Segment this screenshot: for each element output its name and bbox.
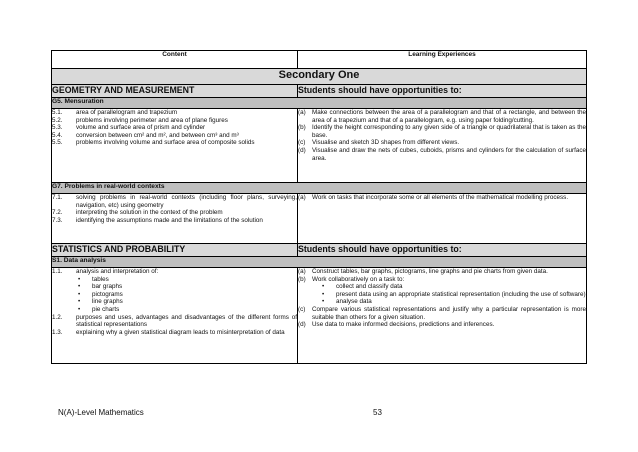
item-number: 1.1.	[52, 268, 63, 275]
item-letter: (d)	[298, 321, 306, 329]
g5-experiences-cell	[298, 109, 587, 183]
item-letter: (c)	[298, 305, 306, 313]
s1-body-row	[52, 268, 587, 364]
learning-experiences-header: Learning Experiences	[298, 51, 587, 69]
content-item	[52, 217, 297, 225]
item-text: Make connections between the area of a parallelogram and that of a rectangle, and between the area of a trapezium and that of a parallelogram, e.g. using paper folding/cutting.	[312, 109, 586, 124]
opportunities-heading: Students should have opportunities to:	[298, 244, 587, 257]
bullet-text: pictograms	[92, 290, 123, 298]
item-number: 5.4.	[52, 131, 63, 139]
bullet-icon: •	[78, 290, 81, 298]
s1-experiences-cell	[298, 268, 587, 364]
experience-item	[298, 124, 586, 139]
item-text: solving problems in real-world contexts (including floor plans, surveying, navigation, etc) using geometry	[76, 194, 297, 209]
item-text: conversion between cm² and m², and between cm³ and m³	[76, 131, 239, 139]
g7-experiences-cell	[298, 194, 587, 244]
topic-row-g5	[52, 98, 587, 109]
s1-content-cell	[52, 268, 298, 364]
item-number: 5.5.	[52, 139, 63, 147]
item-text: problems involving perimeter and area of plane figures	[76, 116, 228, 124]
level-title: Secondary One	[52, 69, 587, 85]
experience-item	[298, 139, 586, 147]
content-header: Content	[52, 51, 298, 69]
item-letter: (a)	[298, 109, 306, 116]
level-row	[52, 69, 587, 85]
content-item	[52, 314, 297, 329]
syllabus-table	[51, 50, 587, 364]
table-header-row	[52, 51, 587, 69]
bullet-item	[298, 283, 586, 291]
content-item	[52, 209, 297, 217]
bullet-icon: •	[78, 298, 81, 306]
item-number: 7.2.	[52, 209, 63, 217]
item-text: purposes and uses, advantages and disadvantages of the different forms of statistical representations	[76, 313, 297, 329]
footer-title: N(A)-Level Mathematics	[58, 408, 144, 417]
item-text: Construct tables, bar graphs, pictograms, line graphs and pie charts from given data.	[312, 268, 548, 275]
bullet-text: line graphs	[92, 298, 123, 306]
bullet-item	[52, 291, 297, 299]
item-text: interpreting the solution in the context of the problem	[76, 209, 223, 217]
bullet-text: tables	[92, 275, 109, 283]
experience-item	[298, 306, 586, 321]
content-item	[52, 194, 297, 209]
content-item	[52, 109, 297, 117]
item-text: Visualise and sketch 3D shapes from different views.	[312, 139, 460, 147]
content-item	[52, 139, 297, 147]
bullet-icon: •	[322, 283, 325, 291]
item-text: Use data to make informed decisions, predictions and inferences.	[312, 321, 495, 329]
content-item	[52, 124, 297, 132]
item-text: problems involving volume and surface area of composite solids	[76, 139, 255, 147]
item-text: Identify the height corresponding to any given side of a triangle or quadrilateral that is taken as the base.	[312, 124, 586, 139]
content-item	[52, 132, 297, 140]
strand-row-geometry	[52, 85, 587, 98]
bullet-text: bar graphs	[92, 283, 123, 291]
item-text: Visualise and draw the nets of cubes, cuboids, prisms and cylinders for the calculation of surface area.	[312, 146, 586, 162]
item-letter: (c)	[298, 139, 306, 147]
experience-item	[298, 276, 586, 284]
item-number: 5.2.	[52, 116, 63, 124]
bullet-item	[52, 306, 297, 314]
bullet-text: collect and classify data	[336, 283, 403, 291]
topic-row-s1	[52, 257, 587, 268]
strand-title: GEOMETRY AND MEASUREMENT	[52, 85, 298, 98]
g5-content-cell	[52, 109, 298, 183]
item-number: 1.3.	[52, 328, 63, 336]
bullet-text: analyse data	[336, 298, 372, 306]
item-text: Compare various statistical representations and justify why a particular representation is more suitable than others for a given situation.	[312, 305, 586, 321]
experience-item	[298, 321, 586, 329]
topic-row-g7	[52, 183, 587, 194]
item-letter: (d)	[298, 146, 306, 154]
content-item	[52, 268, 297, 276]
bullet-item	[52, 298, 297, 306]
bullet-item	[52, 276, 297, 284]
page-number: 53	[373, 408, 382, 417]
bullet-item	[298, 291, 586, 299]
item-number: 7.3.	[52, 216, 63, 224]
item-number: 5.1.	[52, 109, 63, 116]
bullet-icon: •	[322, 290, 325, 298]
g7-content-cell	[52, 194, 298, 244]
item-text: analysis and interpretation of:	[76, 268, 159, 275]
strand-title: STATISTICS AND PROBABILITY	[52, 244, 298, 257]
item-letter: (b)	[298, 275, 306, 283]
opportunities-heading: Students should have opportunities to:	[298, 85, 587, 98]
content-item	[52, 117, 297, 125]
topic-title: G5. Mensuration	[52, 98, 587, 109]
topic-title: G7. Problems in real-world contexts	[52, 183, 587, 194]
item-letter: (a)	[298, 194, 306, 201]
bullet-icon: •	[322, 298, 325, 306]
content-item	[52, 329, 297, 337]
experience-item	[298, 109, 586, 124]
item-text: identifying the assumptions made and the limitations of the solution	[76, 216, 263, 224]
bullet-text: present data using an appropriate statistical representation (including the use of software)	[336, 290, 586, 298]
bullet-text: pie charts	[92, 305, 120, 313]
item-text: volume and surface area of prism and cylinder	[76, 124, 206, 132]
bullet-icon: •	[78, 305, 81, 313]
g7-body-row	[52, 194, 587, 244]
bullet-item	[52, 283, 297, 291]
bullet-item	[298, 298, 586, 306]
experience-item	[298, 268, 586, 276]
bullet-icon: •	[78, 283, 81, 291]
item-number: 5.3.	[52, 124, 63, 132]
experience-item	[298, 147, 586, 162]
item-letter: (a)	[298, 268, 306, 275]
item-number: 1.2.	[52, 313, 63, 321]
g5-body-row	[52, 109, 587, 183]
experience-item	[298, 194, 586, 202]
bullet-icon: •	[78, 275, 81, 283]
item-text: area of parallelogram and trapezium	[76, 109, 178, 116]
item-text: explaining why a given statistical diagram leads to misinterpretation of data	[76, 328, 285, 336]
item-letter: (b)	[298, 124, 306, 132]
item-text: Work on tasks that incorporate some or all elements of the mathematical modelling process.	[312, 194, 569, 201]
item-number: 7.1.	[52, 194, 63, 201]
topic-title: S1. Data analysis	[52, 257, 587, 268]
strand-row-statistics	[52, 244, 587, 257]
item-text: Work collaboratively on a task to:	[312, 275, 405, 283]
